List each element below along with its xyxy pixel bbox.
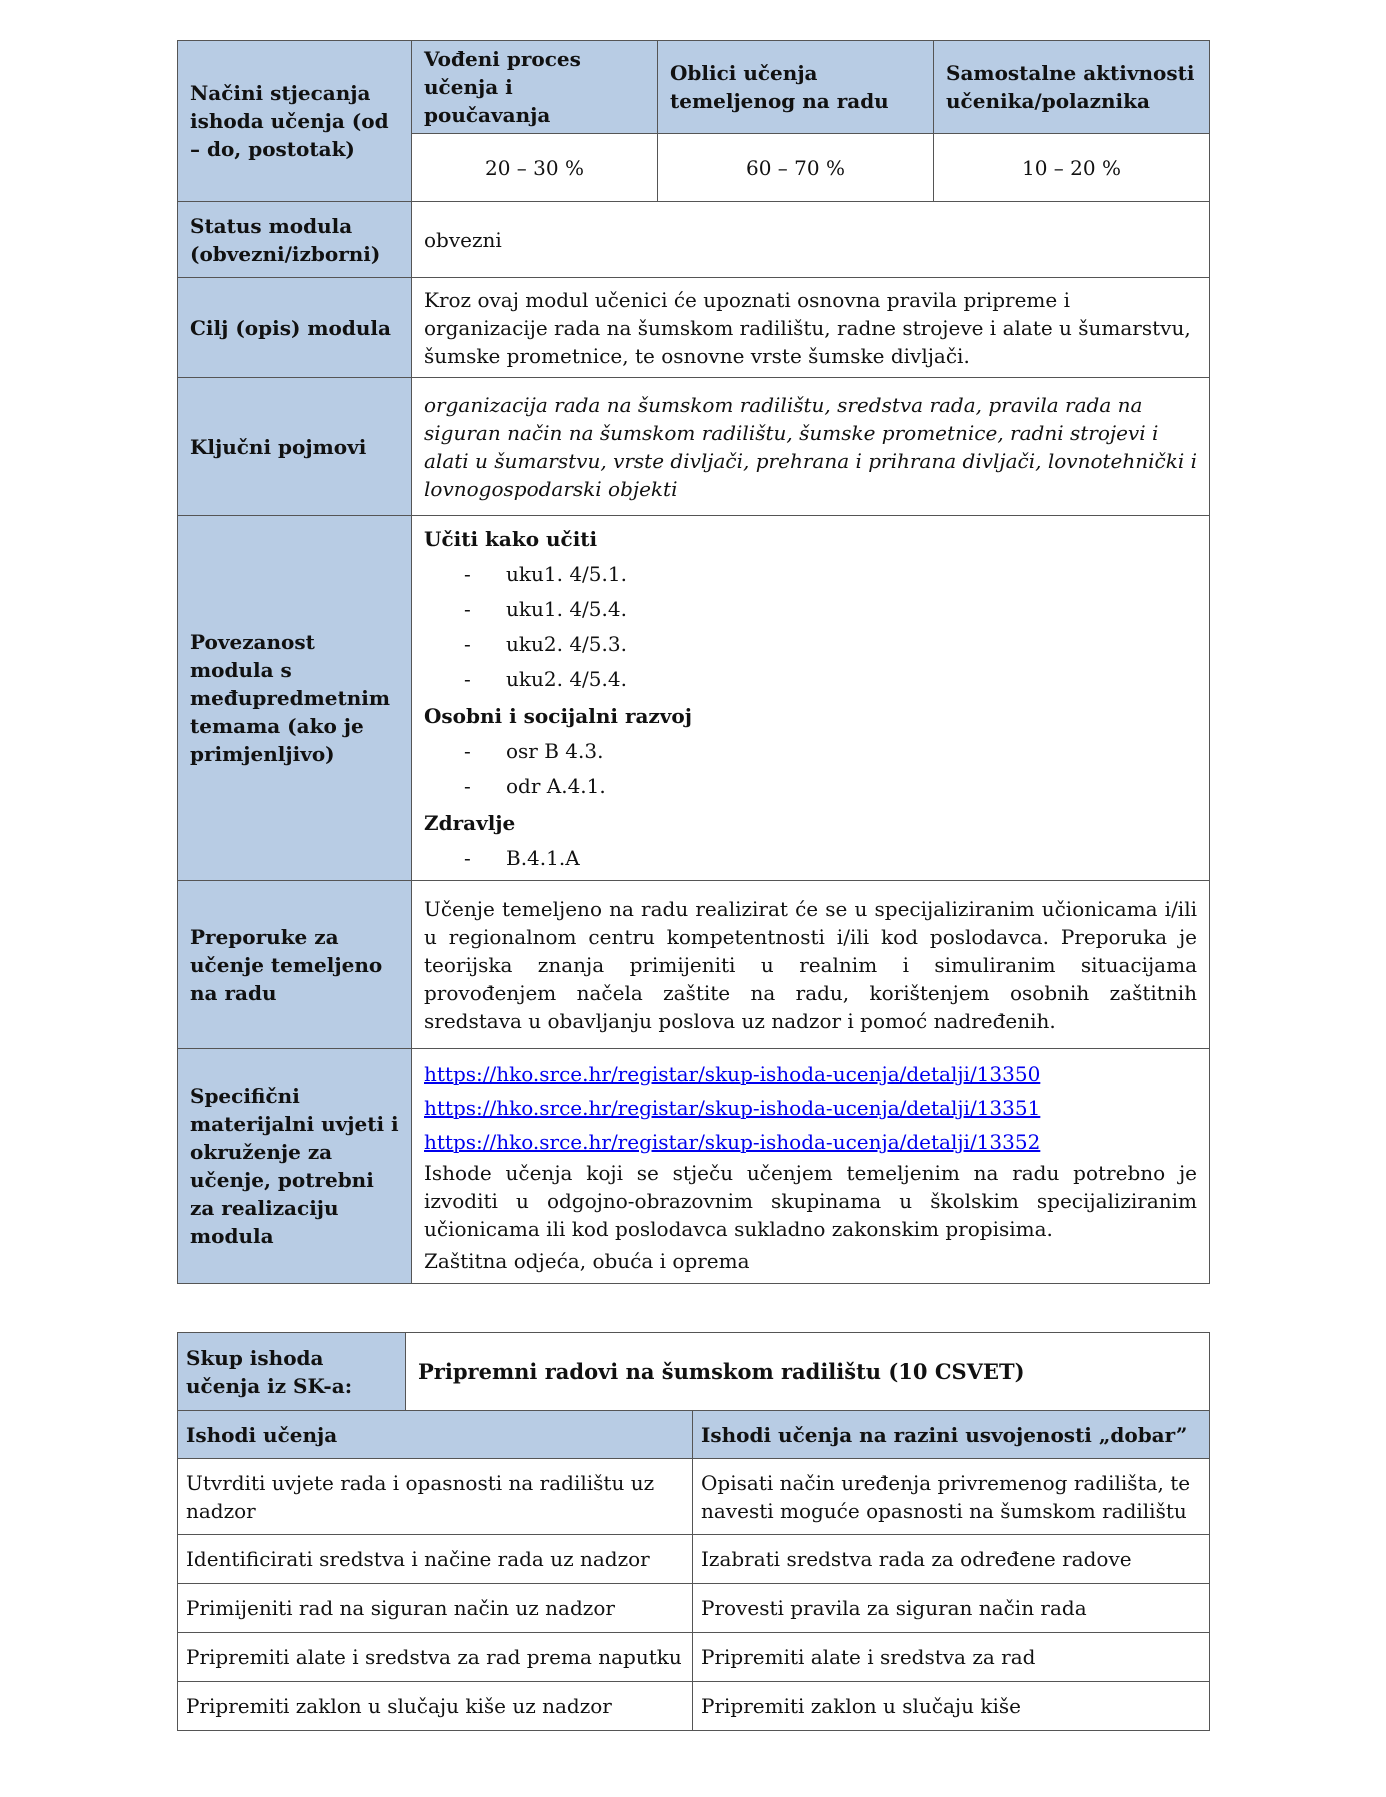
methods-header-guided: Vođeni proces učenja i poučavanja <box>412 41 658 134</box>
cross-topic-group-title: Zdravlje <box>424 811 516 835</box>
dash-bullet-icon: - <box>464 846 471 870</box>
table-row <box>178 1584 1210 1633</box>
outcome-cell: Utvrditi uvjete rada i opasnosti na radilištu uz nadzor <box>178 1459 693 1535</box>
status-label: Status modula (obvezni/izborni) <box>178 202 412 278</box>
recommendations-label: Preporuke za učenje temeljeno na radu <box>178 881 412 1049</box>
dash-bullet-icon: - <box>464 739 471 763</box>
outcomes-header: Ishodi učenja <box>178 1411 693 1459</box>
cross-topic-item: - odr A.4.1. <box>424 769 1197 804</box>
status-value: obvezni <box>412 202 1210 278</box>
dash-bullet-icon: - <box>464 774 471 798</box>
table-row <box>178 1459 1210 1535</box>
outcome-good-cell: Pripremiti zaklon u slučaju kiše <box>693 1682 1210 1731</box>
goal-label: Cilj (opis) modula <box>178 278 412 378</box>
module-table <box>177 40 1210 1284</box>
outcome-good-cell: Provesti pravila za siguran način rada <box>693 1584 1210 1633</box>
keywords-label: Ključni pojmovi <box>178 378 412 516</box>
conditions-equipment: Zaštitna odjeća, obuća i oprema <box>424 1249 750 1273</box>
outcomes-good-header: Ishodi učenja na razini usvojenosti „dobar” <box>693 1411 1210 1459</box>
registry-link[interactable]: https://hko.srce.hr/registar/skup-ishoda-ucenja/detalji/13352 <box>424 1130 1041 1154</box>
goal-value: Kroz ovaj modul učenici će upoznati osnovna pravila pripreme i organizacije rada na šumskom radilištu, radne strojeve i alate u šumarstvu, šumske prometnice, te osnovne vrste šumske divljači. <box>412 278 1210 378</box>
cross-topics-label: Povezanost modula s međupredmetnim temama (ako je primjenljivo) <box>178 516 412 881</box>
cross-topic-group-title: Učiti kako učiti <box>424 527 598 551</box>
conditions-text: Ishode učenja koji se stječu učenjem temeljenim na radu potrebno je izvoditi u odgojno-obrazovnim skupinama u školskim specijaliziranim učionicama ili kod poslodavca sukladno zakonskim propisima. <box>424 1161 1197 1241</box>
methods-value-workbased: 60 – 70 % <box>658 134 934 202</box>
dash-bullet-icon: - <box>464 632 471 656</box>
outcome-set-value: Pripremni radovi na šumskom radilištu (10 CSVET) <box>406 1333 1210 1411</box>
outcome-good-cell: Izabrati sredstva rada za određene radove <box>693 1535 1210 1584</box>
cross-topic-item: - uku1. 4/5.1. <box>424 557 1197 592</box>
dash-bullet-icon: - <box>464 667 471 691</box>
methods-value-guided: 20 – 30 % <box>412 134 658 202</box>
outcome-good-cell: Pripremiti alate i sredstva za rad <box>693 1633 1210 1682</box>
outcome-cell: Pripremiti alate i sredstva za rad prema naputku <box>178 1633 693 1682</box>
outcome-set-label: Skup ishoda učenja iz SK-a: <box>178 1333 406 1411</box>
keywords-value: organizacija rada na šumskom radilištu, sredstva rada, pravila rada na siguran način na šumskom radilištu, šumske prometnice, radni strojevi i alati u šumarstvu, vrste divljači, prehrana i prihrana divljači, lovnotehnički i lovnogospodarski objekti <box>412 378 1210 516</box>
cross-topic-item: - osr B 4.3. <box>424 734 1197 769</box>
cross-topic-item: - B.4.1.A <box>424 841 1197 876</box>
outcomes-table <box>177 1332 1210 1731</box>
outcome-cell: Identificirati sredstva i načine rada uz nadzor <box>178 1535 693 1584</box>
table-row <box>178 1633 1210 1682</box>
registry-link[interactable]: https://hko.srce.hr/registar/skup-ishoda-ucenja/detalji/13351 <box>424 1096 1041 1120</box>
methods-value-independent: 10 – 20 % <box>934 134 1210 202</box>
methods-header-workbased: Oblici učenja temeljenog na radu <box>658 41 934 134</box>
dash-bullet-icon: - <box>464 562 471 586</box>
outcome-cell: Primijeniti rad na siguran način uz nadzor <box>178 1584 693 1633</box>
table-row <box>178 1682 1210 1731</box>
conditions-value <box>412 1049 1210 1284</box>
cross-topic-group-title: Osobni i socijalni razvoj <box>424 704 692 728</box>
methods-label: Načini stjecanja ishoda učenja (od – do, postotak) <box>178 41 412 202</box>
registry-link[interactable]: https://hko.srce.hr/registar/skup-ishoda-ucenja/detalji/13350 <box>424 1062 1041 1086</box>
outcome-cell: Pripremiti zaklon u slučaju kiše uz nadzor <box>178 1682 693 1731</box>
cross-topics-value <box>412 516 1210 881</box>
cross-topic-item: - uku1. 4/5.4. <box>424 592 1197 627</box>
recommendations-value: Učenje temeljeno na radu realizirat će se u specijaliziranim učionicama i/ili u regionalnom centru kompetentnosti i/ili kod poslodavca. Preporuka je teorijska znanja primijeniti u realnim i simuliranim situacijama provođenjem načela zaštite na radu, korištenjem osobnih zaštitnih sredstava u obavljanju poslova uz nadzor i pomoć nadređenih. <box>412 881 1210 1049</box>
cross-topic-item: - uku2. 4/5.4. <box>424 662 1197 697</box>
table-row <box>178 1535 1210 1584</box>
methods-header-independent: Samostalne aktivnosti učenika/polaznika <box>934 41 1210 134</box>
dash-bullet-icon: - <box>464 597 471 621</box>
cross-topic-item: - uku2. 4/5.3. <box>424 627 1197 662</box>
conditions-label: Specifični materijalni uvjeti i okruženje za učenje, potrebni za realizaciju modula <box>178 1049 412 1284</box>
outcome-good-cell: Opisati način uređenja privremenog radilišta, te navesti moguće opasnosti na šumskom radilištu <box>693 1459 1210 1535</box>
